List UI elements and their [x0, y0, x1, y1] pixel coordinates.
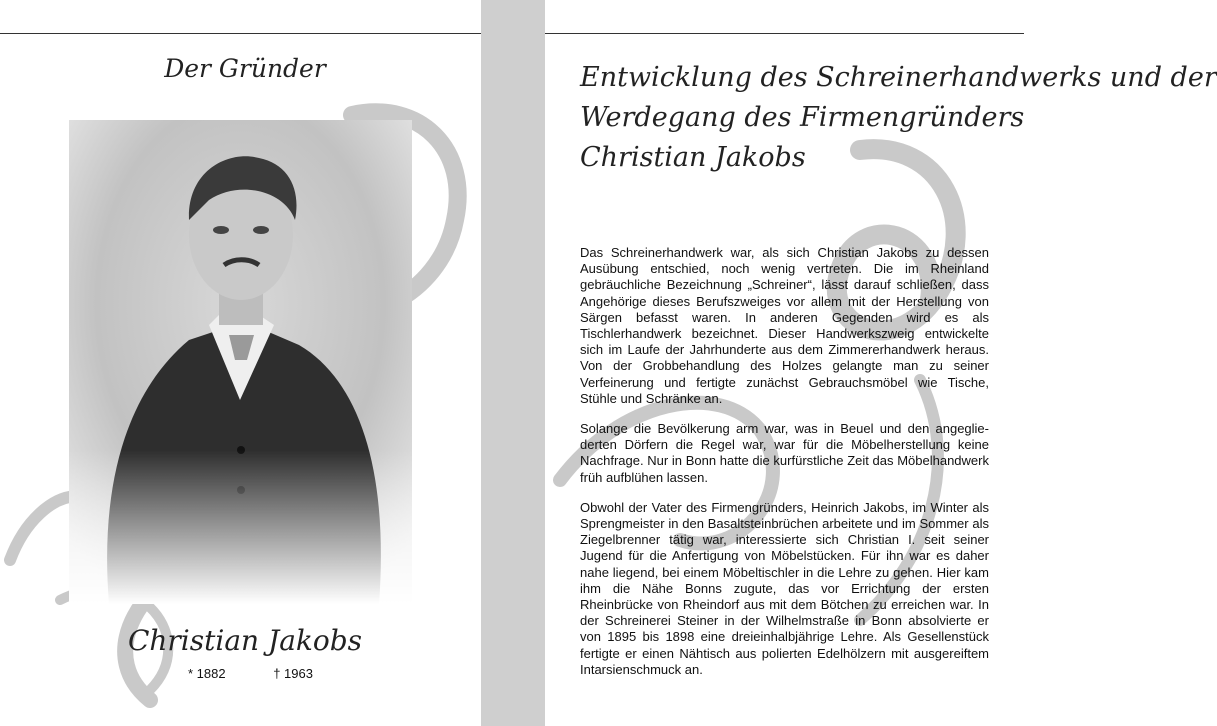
- heading-line-1: Entwicklung des Schreinerhandwerks und der: [580, 62, 1217, 93]
- portrait-image: [69, 120, 412, 604]
- left-page-heading: Der Gründer: [164, 54, 326, 83]
- life-dates: [188, 666, 313, 681]
- article-body: [580, 245, 989, 692]
- paragraph-2: Solange die Bevölkerung arm war, was in Beuel und den angeglie-derten Dörfern die Regel war, war für die Möbelherstellung keine Nachfrage. Nur in Bonn hatte die kurfürstliche Zeit das Möbelhandwerk früh aufblühen lassen.: [580, 421, 989, 485]
- portrait-caption-name: Christian Jakobs: [127, 624, 363, 657]
- founder-portrait: [69, 120, 412, 604]
- center-spine: [481, 0, 545, 726]
- heading-line-3: Christian Jakobs: [580, 142, 806, 173]
- heading-line-2: Werdegang des Firmengründers: [580, 102, 1025, 133]
- paragraph-1: Das Schreinerhandwerk war, als sich Christian Jakobs zu dessen Ausübung entschied, noch wenig vertreten. Die im Rheinland gebräuchliche Bezeichnung „Schreiner“, lässt darauf schließen, dass Angehörige dieses Berufszweiges vor allem mit der Herstellung von Särgen befasst waren. In anderen Gegenden wird es als Tischlerhandwerk bezeichnet. Dieser Handwerkszweig entwickelte sich im Laufe der Jahrhunderte aus dem Zimmererhandwerk heraus. Von der Grobbehandlung des Holzes gelangte man zu seiner Verfeinerung und fertigte zunächst Gebrauchsmöbel wie Tische, Stühle und Schränke an.: [580, 245, 989, 406]
- paragraph-3: Obwohl der Vater des Firmengründers, Heinrich Jakobs, im Winter als Sprengmeister in den Basaltsteinbrüchen arbeitete und im Sommer als Ziegelbrenner tätig war, interessierte sich Christian I. seit seiner Jugend für die Anfertigung von Möbelstücken. Für ihn war es daher nahe liegend, bei einem Möbeltischler in die Lehre zu gehen. Hier kam ihm die Nähe Bonns zugute, das vor Errichtung der ersten Rheinbrücke von Rheindorf aus mit dem Bötchen zu erreichen war. In der Schreinerei Steiner in der Wilhelmstraße in Bonn absolvierte er von 1895 bis 1898 eine dreieinhalbjährige Lehre. Als Gesellenstück fertigte er einen Nähtisch aus polierten Edelhölzern mit ausgereiftem Intarsienschmuck an.: [580, 499, 989, 677]
- death-year: † 1963: [273, 666, 313, 681]
- birth-year: * 1882: [188, 666, 226, 681]
- right-page-heading: [580, 58, 1217, 178]
